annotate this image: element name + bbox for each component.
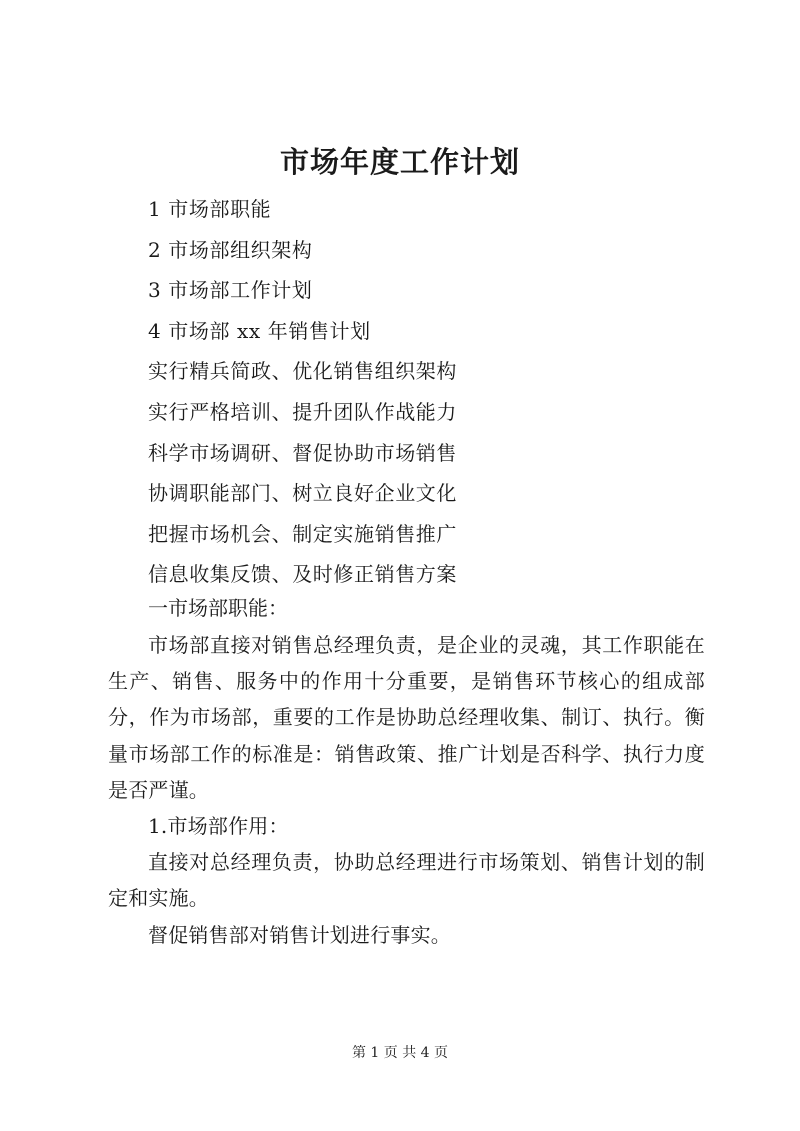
paragraph: 市场部直接对销售总经理负责，是企业的灵魂，其工作职能在生产、销售、服务中的作用十分重要，是销售环节核心的组成部分，作为市场部，重要的工作是协助总经理收集、制订、执行。衡量市场部工作的标准是：销售政策、推广计划是否科学、执行力度是否严谨。 [108,633,705,802]
paragraph: 直接对总经理负责，协助总经理进行市场策划、销售计划的制定和实施。 [108,850,705,911]
outline-item: 把握市场机会、制定实施销售推广 [148,521,457,546]
document-title: 市场年度工作计划 [279,145,520,179]
outline-item: 科学市场调研、督促协助市场销售 [148,440,457,465]
page-footer: 第 1 页 共 4 页 [351,1045,449,1061]
outline-list [148,189,748,595]
outline-item: 实行精兵简政、优化销售组织架构 [148,359,457,384]
paragraph: 督促销售部对销售计划进行事实。 [148,922,451,947]
outline-item: 信息收集反馈、及时修正销售方案 [148,562,457,587]
outline-item: 3 市场部工作计划 [148,278,313,303]
paragraph: 1.市场部作用： [148,814,289,839]
outline-item: 1 市场部职能 [148,197,272,221]
section-heading: 一市场部职能： [148,596,288,620]
outline-item: 协调职能部门、树立良好企业文化 [148,481,457,506]
body-text [108,627,705,953]
outline-item: 2 市场部组织架构 [148,237,313,262]
outline-item: 实行严格培训、提升团队作战能力 [148,399,457,424]
outline-item: 4 市场部 xx 年销售计划 [148,318,371,343]
